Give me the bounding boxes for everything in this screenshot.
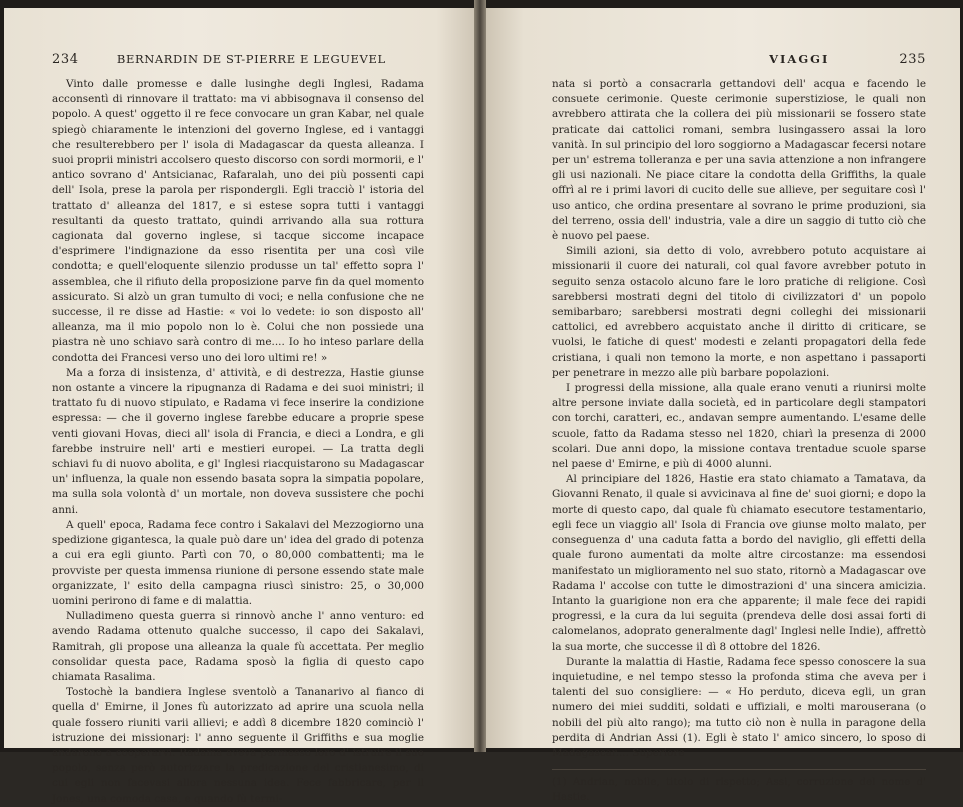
book-gutter [474, 0, 486, 752]
right-page-text [552, 77, 926, 806]
paragraph: Simili azioni, sia detto di volo, avrebbero potuto acquistare ai missionarii il cuore dei naturali, col qual favore avrebber potuto in seguito senza ostacolo alcuno fare le loro pratiche di religione. Così sarebbersi mostrati degni del titolo di civilizzatori d' un popolo semibarbaro; sarebbersi mostrati degni colleghi dei missionarii cattolici, ed avrebbero acquistato anche il diritto di criticare, se vuolsi, le fatiche di quest' modesti e zelanti propagatori della fede cristiana, i quali non temono la morte, e non aspettano i passaporti per penetrare in mezzo alle più barbare popolazioni. [552, 245, 926, 379]
left-page-text [52, 77, 424, 807]
paragraph: A quell' epoca, Radama fece contro i Sakalavi del Mezzogiorno una spedizione gigantesca, la quale può dare un' idea del grado di potenza a cui era egli giunto. Partì con 70, o 80,000 combattenti; ma le provviste per questa immensa riunione di persone essendo state male organizzate, l' esito della campagna riuscì sinistro: 25, o 30,000 uomini perirono di fame e di malattia. [52, 518, 424, 607]
left-page [4, 8, 474, 805]
left-running-title: BERNARDIN DE ST-PIERRE E LEGUEVEL [116, 52, 386, 66]
paragraph: nata si portò a consacrarla gettandovi dell' acqua e facendo le consuete cerimonie. Queste cerimonie superstiziose, le quali non avrebbero attirata che la collera dei più missionarii se fossero state praticate dai cattolici romani, sembra lusingassero assai la loro vanità. In sul principio del loro soggiorno a Madagascar fecersi notare per un' estrema tolleranza e per una savia attenzione a non infrangere gli usi nazionali. Ne piace citare la condotta della Griffiths, la quale offrì al re i primi lavori di cucito delle sue allieve, per seguitare così l' uso antico, che ordina presentare al sovrano le prime produzioni, sia del terreno, ossia dell' industria, vale a dire un saggio di tutto ciò che è nuovo pel paese. [552, 78, 926, 243]
paragraph: Durante la malattia di Hastie, Radama fece spesso conoscere la sua inquietudine, e nel tempo stesso la profonda stima che aveva per i talenti del suo consigliere: — « Ho perduto, diceva egli, un gran numero dei miei sudditi, soldati e uffiziali, e molti marouserana (o nobili del più alto rango); ma tutto ciò non è nulla in paragone della perdita di Andrian Assi (1). Egli è stato l' amico sincero, lo sposo di Madagascar.... Superiore [552, 655, 926, 759]
right-page-number: 235 [899, 52, 926, 67]
paragraph: Tostochè la bandiera Inglese sventolò a Tananarivo al fianco di quella d' Emirne, il Jones fù autorizzato ad aprire una scuola nella quale fossero riuniti varii allievi; e addì 8 dicembre 1820 cominciò l' istruzione dei missionarj: l' anno seguente il Griffiths e sua moglie andarono a cooperarvi. Radama aveva permesso loro d' istruire il suo popolo, senza però autorizzare la predicazione del cristianesimo, di cui egli non facevasi allora nessuna idea. Fece fabbricare, per il Jones, una comoda casa, e quando fù termi- [52, 686, 424, 805]
footnote-divider [552, 769, 926, 770]
left-running-head [52, 52, 424, 67]
left-page-number: 234 [52, 52, 79, 67]
right-running-title: VIAGGI [769, 52, 830, 66]
right-page [486, 8, 960, 804]
footnote: (1) Andrian, nobile, titolo di rispetto; Assi, corruzione del nome d' Hastie. [552, 776, 926, 804]
right-running-head [552, 52, 926, 67]
paragraph: Ma a forza di insistenza, d' attività, e di destrezza, Hastie giunse non ostante a vincere la ripugnanza di Radama e dei suoi ministri; il trattato fu di nuovo stipulato, e Radama vi fece inserire la condizione espressa: — che il governo inglese farebbe educare a proprie spese venti giovani Hovas, dieci all' isola di Francia, e dieci a Londra, e gli farebbe instruire nell' arti e mestieri europei. — La tratta degli schiavi fu di nuovo abolita, e gl' Inglesi riacquistarono su Madagascar un' influenza, la quale non essendo basata sopra la simpatia popolare, ma sulla sola volontà d' un mortale, non doveva sussistere che pochi anni. [52, 366, 424, 516]
paragraph: Nulladimeno questa guerra si rinnovò anche l' anno venturo: ed avendo Radama ottenuto qualche successo, il capo dei Sakalavi, Ramitrah, gli propose una alleanza la quale fù accettata. Per meglio consolidar questa pace, Radama sposò la figlia di questo capo chiamata Rasalima. [52, 610, 424, 683]
paragraph: I progressi della missione, alla quale erano venuti a riunirsi molte altre persone inviate dalla società, ed in particolare degli stampatori con torchi, caratteri, ec., andavan sempre aumentando. L'esame delle scuole, fatto da Radama stesso nel 1820, chiarì la presenza di 2000 scolari. Due anni dopo, la missione contava trentadue scuole sparse nel paese d' Emirne, e più di 4000 alunni. [552, 382, 926, 471]
paragraph: Al principiare del 1826, Hastie era stato chiamato a Tamatava, da Giovanni Renato, il quale si avvicinava al fine de' suoi giorni; e dopo la morte di questo capo, dal quale fù chiamato esecutore testamentario, egli fece un viaggio all' Isola di Francia ove giunse molto malato, per conseguenza d' una caduta fatta a bordo del naviglio, gli effetti della quale furono aumentati da molte altre circostanze: ma essendosi manifestato un miglioramento nel suo stato, ritornò a Madagascar ove Radama l' accolse con tutte le dimostrazioni d' una sincera amicizia. Intanto la guarigione non era che apparente; il male fece dei rapidi progressi, e la cura da lui seguita (prendeva delle dosi assai forti di calomelanos, adoprato generalmente dagl' Inglesi nelle Indie), affrettò la sua morte, che successe il dì 8 ottobre del 1826. [552, 473, 926, 653]
paragraph: Vinto dalle promesse e dalle lusinghe degli Inglesi, Radama acconsentì di rinnovare il trattato: ma vi abbisognava il consenso del popolo. A quest' oggetto il re fece convocare un gran Kabar, nel quale spiegò chiaramente le intenzioni del governo Inglese, ed i vantaggi che resulterebbero per l' isola di Madagascar da questa alleanza. I suoi proprii ministri accolsero questo discorso con sordi mormorii, e l' antico sovrano d' Antsicianac, Rafaralah, uno dei più possenti capi dell' Isola, prese la parola per rispondergli. Egli tracciò l' istoria del trattato d' alleanza del 1817, e si estese sopra tutti i vantaggi resultanti da questo trattato, quindi arrivando alla sua rottura cagionata dal governo inglese, si tacque siccome incapace d'esprimere l'indignazione da esso risentita per una così vile condotta; e quell'eloquente silenzio produsse un tal' effetto sopra l' assemblea, che il rifiuto della proposizione parve fin da quel momento assicurato. Si alzò un gran tumulto di voci; e nella confusione che ne successe, il re disse ad Hastie: « voi lo vedete: io son disposto all' alleanza, ma il mio popolo non lo è. Colui che non possiede una piastra nè uno schiavo sarà contro di me.... Io ho inteso parlare della condotta dei Francesi verso uno dei loro ultimi re! » [52, 78, 424, 364]
